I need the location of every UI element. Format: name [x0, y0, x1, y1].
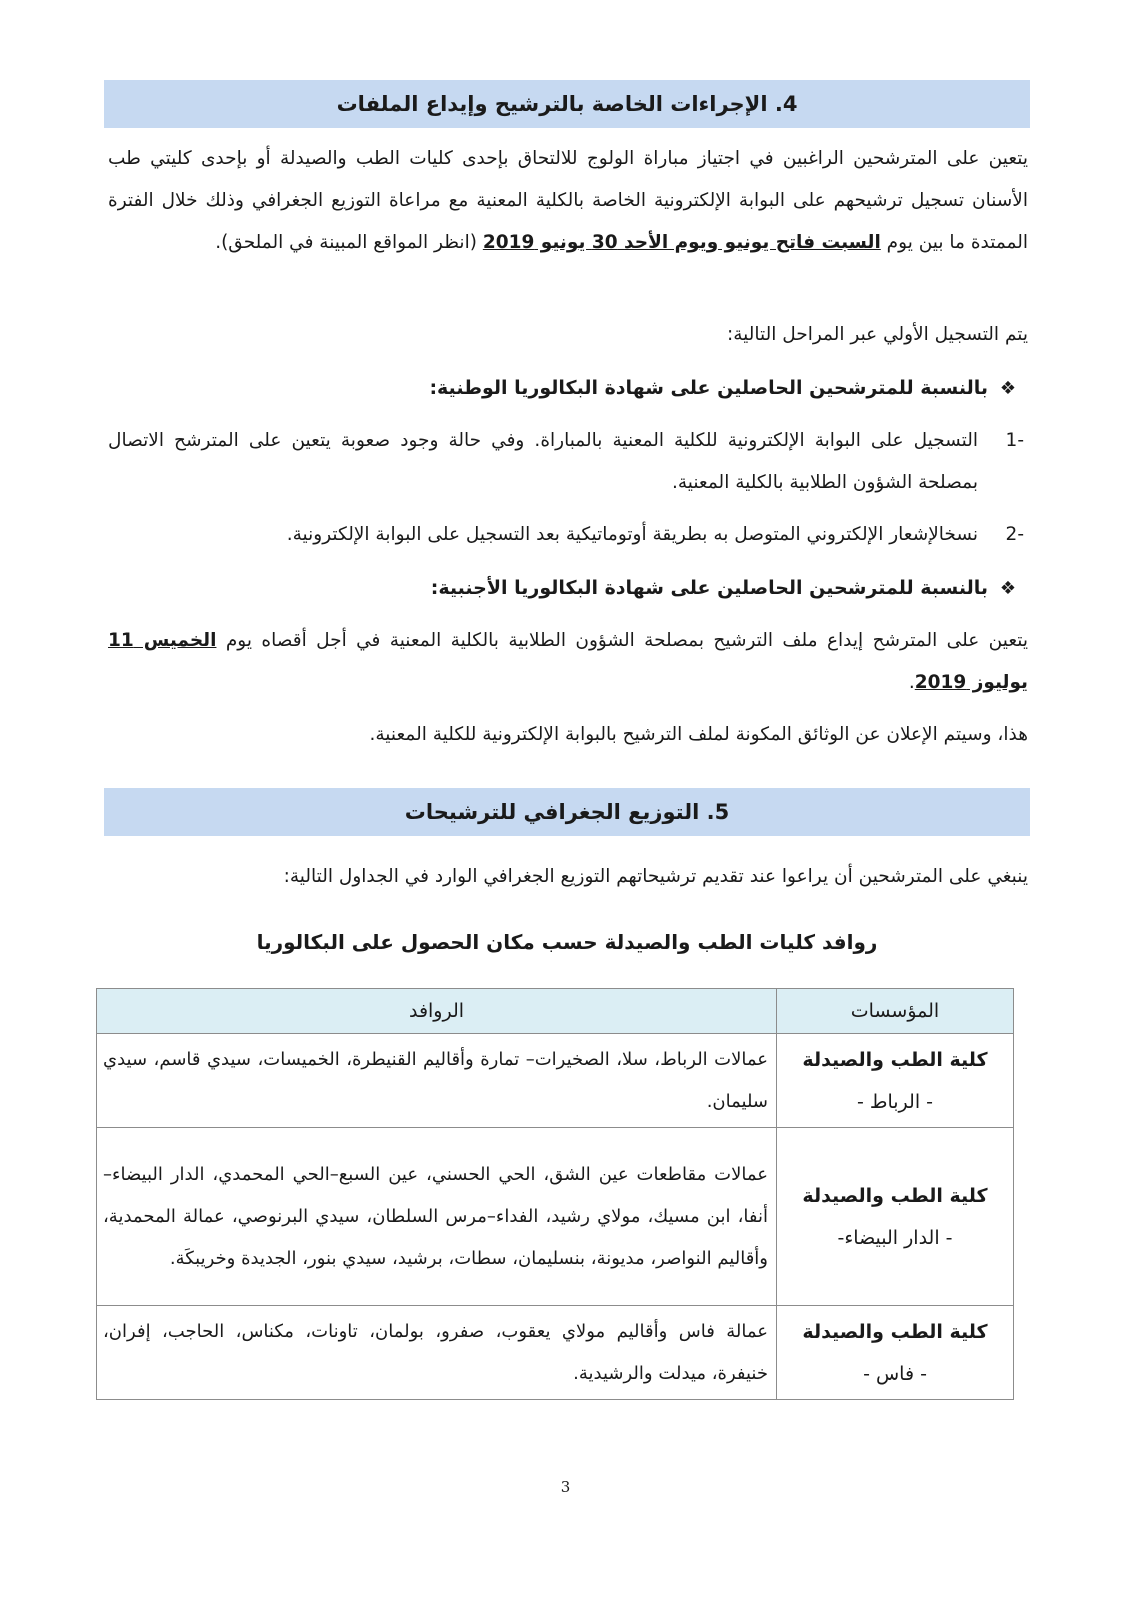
- foreign-bac-paragraph: [108, 620, 1028, 704]
- section-5-heading: [104, 788, 1030, 836]
- institution-name: كلية الطب والصيدلة: [802, 1320, 988, 1343]
- foreign-text-after: .: [908, 672, 915, 693]
- foreign-deadline: الخميس 11 يوليوز 2019: [108, 630, 1028, 693]
- step-item: [108, 420, 1028, 504]
- feeders-cell: عمالة فاس وأقاليم مولاي يعقوب، صفرو، بولمان، تاونات، مكناس، الحاجب، إفران، خنيفرة، ميدلت والرشيدية.: [97, 1306, 777, 1400]
- section-5-heading-text: 5. التوزيع الجغرافي للترشيحات: [404, 800, 730, 824]
- registration-intro-paragraph: [108, 138, 1028, 264]
- institutions-column-header: المؤسسات: [777, 989, 1014, 1034]
- stages-intro-text: يتم التسجيل الأولي عبر المراحل التالية:: [727, 324, 1028, 345]
- geographic-intro: [108, 856, 1028, 898]
- geographic-intro-text: ينبغي على المترشحين أن يراعوا عند تقديم ترشيحاتهم التوزيع الجغرافي الوارد في الجداول التالية:: [283, 866, 1028, 887]
- section-4-heading-text: 4. الإجراءات الخاصة بالترشيح وإيداع الملفات: [336, 92, 798, 116]
- diamond-bullet-icon: ❖: [999, 378, 1017, 399]
- table-row: [97, 1128, 1014, 1306]
- step-text: التسجيل على البوابة الإلكترونية للكلية المعنية بالمباراة. وفي حالة وجود صعوبة يتعين على المترشح الاتصال بمصلحة الشؤون الطلابية بالكلية المعنية.: [108, 430, 978, 493]
- step-text: نسخالإشعار الإلكتروني المتوصل به بطريقة أوتوماتيكية بعد التسجيل على البوابة الإلكترونية.: [286, 524, 978, 545]
- table-row: [97, 1306, 1014, 1400]
- intro-text-after: (انظر المواقع المبينة في الملحق).: [215, 232, 483, 253]
- national-bac-heading: [108, 368, 1028, 409]
- feeders-cell: عمالات مقاطعات عين الشق، الحي الحسني، عين السبع–الحي المحمدي، الدار البيضاء–أنفا، ابن مسيك، مولاي رشيد، الفداء–مرس السلطان، سيدي البرنوصي، عمالة المحمدية، وأقاليم النواصر، مديونة، بنسليمان، سطات، برشيد، سيدي بنور، الجديدة وخريبكَة.: [97, 1128, 777, 1306]
- table-row: [97, 1034, 1014, 1128]
- foreign-bac-heading-text: بالنسبة للمترشحين الحاصلين على شهادة البكالوريا الأجنبية:: [430, 577, 988, 599]
- institution-cell: [777, 1306, 1014, 1400]
- diamond-bullet-icon: ❖: [999, 578, 1017, 599]
- registration-date-range: السبت فاتح يونيو ويوم الأحد 30 يونيو 2019: [482, 232, 881, 253]
- page-number: 3: [560, 1478, 571, 1496]
- intro-text-before: يتعين على المترشحين الراغبين في اجتياز مباراة الولوج للالتحاق بإحدى كليات الطب والصيدلة أو بإحدى كليتي طب الأسنان تسجيل ترشيحهم على البوابة الإلكترونية الخاصة بالكلية المعنية مع مراعاة التوزيع الجغرافي وذلك خلال الفترة الممتدة ما بين يوم: [108, 148, 1028, 253]
- stages-intro: [108, 314, 1028, 356]
- step-number: -1: [1005, 430, 1024, 451]
- step-item: [108, 514, 1028, 556]
- institution-cell: [777, 1034, 1014, 1128]
- institution-name: كلية الطب والصيدلة: [802, 1184, 988, 1207]
- national-bac-heading-text: بالنسبة للمترشحين الحاصلين على شهادة البكالوريا الوطنية:: [429, 377, 988, 399]
- feeders-column-header: الروافد: [97, 989, 777, 1034]
- announcement-paragraph: [108, 714, 1028, 756]
- table-title: روافد كليات الطب والصيدلة حسب مكان الحصول على البكالوريا: [256, 930, 878, 954]
- institution-city: - الدار البيضاء-: [837, 1226, 953, 1249]
- institution-name: كلية الطب والصيدلة: [802, 1048, 988, 1071]
- feeder-table: [96, 988, 1014, 1400]
- institution-city: - الرباط -: [857, 1090, 933, 1113]
- announcement-text: هذا، وسيتم الإعلان عن الوثائق المكونة لملف الترشيح بالبوابة الإلكترونية للكلية المعنية.: [369, 724, 1028, 745]
- institution-city: - فاس -: [863, 1362, 927, 1385]
- table-header-row: [97, 989, 1014, 1034]
- step-number: -2: [1005, 524, 1024, 545]
- section-4-heading: [104, 80, 1030, 128]
- institution-cell: [777, 1128, 1014, 1306]
- feeders-cell: عمالات الرباط، سلا، الصخيرات– تمارة وأقاليم القنيطرة، الخميسات، سيدي قاسم، سيدي سليمان.: [97, 1034, 777, 1128]
- foreign-text-before: يتعين على المترشح إيداع ملف الترشيح بمصلحة الشؤون الطلابية بالكلية المعنية في أجل أقصاه يوم: [216, 630, 1028, 651]
- foreign-bac-heading: [108, 568, 1028, 609]
